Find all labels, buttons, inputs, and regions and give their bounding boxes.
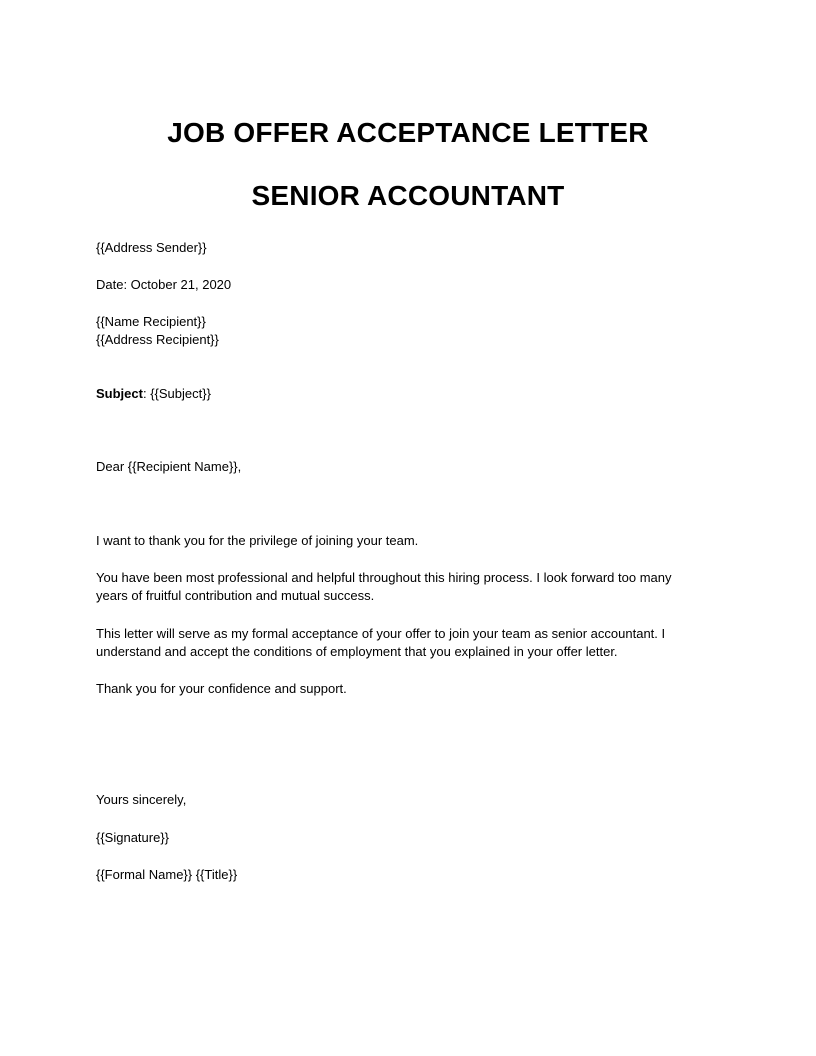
body-paragraph-4: Thank you for your confidence and support. — [96, 681, 347, 696]
salutation: Dear {{Recipient Name}}, — [96, 459, 242, 474]
body-paragraph-2: You have been most professional and helpful throughout this hiring process. I look forward too many years of fruitful contribution and mutual success. — [96, 570, 672, 603]
letter-date: Date: October 21, 2020 — [96, 277, 232, 292]
recipient-name: {{Name Recipient}} — [96, 314, 206, 329]
body-paragraph-3: This letter will serve as my formal acceptance of your offer to join your team as senior accountant. I understand and accept the conditions of employment that you explained in your offer letter. — [96, 626, 666, 659]
document-subtitle: SENIOR ACCOUNTANT — [251, 180, 565, 211]
signature-placeholder: {{Signature}} — [96, 830, 170, 845]
closing: Yours sincerely, — [96, 792, 187, 807]
subject-line — [96, 385, 211, 403]
sender-address: {{Address Sender}} — [96, 240, 207, 255]
subject-value: : {{Subject}} — [142, 386, 211, 401]
document-title: JOB OFFER ACCEPTANCE LETTER — [167, 117, 649, 148]
formal-name-title: {{Formal Name}} {{Title}} — [96, 867, 238, 882]
subject-label: Subject — [96, 386, 143, 401]
body-paragraph-1: I want to thank you for the privilege of joining your team. — [96, 533, 419, 548]
recipient-address: {{Address Recipient}} — [96, 332, 219, 347]
